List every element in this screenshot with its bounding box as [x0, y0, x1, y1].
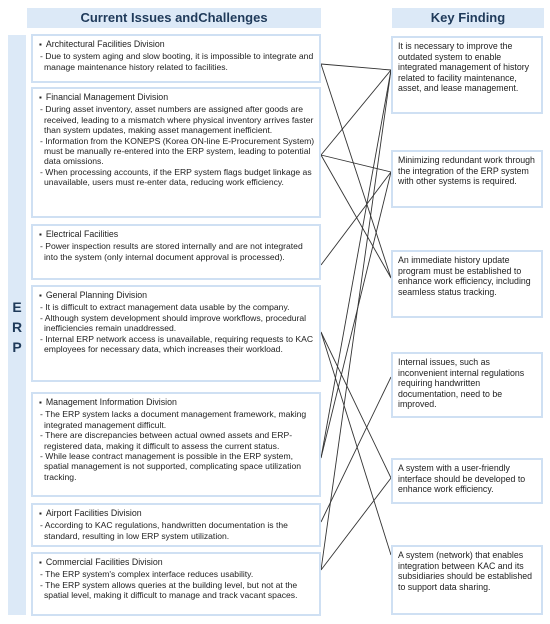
issue-box-architectural [31, 34, 321, 83]
connector-line [321, 64, 391, 278]
issue-item: - There are discrepancies between actual owned assets and ERP-registered data, making it difficult to assess the current status. [40, 430, 293, 451]
issue-box-management-information [31, 392, 321, 497]
issue-item: - While lease contract management is possible in the ERP system, spatial management is not supported, complicating space utilization tracking. [40, 451, 302, 482]
issue-item: - Due to system aging and slow booting, it is impossible to integrate and manage maintenance history related to facilities. [40, 51, 314, 72]
issue-item: - It is difficult to extract management data usable by the company. [40, 302, 290, 313]
connector-line [321, 70, 391, 458]
connector-line [321, 172, 391, 458]
issue-item: - Although system development should improve workflows, procedural inefficiencies remain unaddressed. [40, 312, 307, 334]
connector-line [321, 332, 391, 478]
finding-box-2: Minimizing redundant work through the integration of the ERP system with other systems is required. [391, 150, 543, 208]
issue-box-airport [31, 503, 321, 547]
findings-header: Key Finding [392, 8, 544, 28]
finding-box-5: A system with a user-friendly interface should be developed to enhance work efficiency. [391, 458, 543, 504]
issue-item: - The ERP system's complex interface reduces usability. [40, 569, 254, 580]
issue-item: - According to KAC regulations, handwritten documentation is the standard, resulting in low ERP system utilization. [40, 520, 288, 541]
issue-item: - Information from the KONEPS (Korea ON-line E-Procurement System) must be manually re-entered into the ERP system, leading to potential data omissions. [40, 135, 315, 167]
issue-item: - Power inspection results are stored internally and are not integrated into the system (only internal document approval is processed). [40, 241, 303, 262]
connector-line [321, 70, 391, 570]
issue-title: ▪ Management Information Division [39, 397, 315, 408]
issue-title: ▪ Architectural Facilities Division [39, 39, 315, 50]
issue-title: ▪ Commercial Facilities Division [39, 557, 315, 568]
issue-item: - During asset inventory, asset numbers are assigned after goods are received, leading to a mismatch where physical inventory arrives faster than system updates, making asset management inefficient. [40, 104, 314, 136]
issue-box-financial [31, 87, 321, 218]
issue-title: ▪ Airport Facilities Division [39, 508, 315, 519]
finding-box-1: It is necessary to improve the outdated system to enable integrated management of history related to facility maintenance, asset, and lease management. [391, 36, 543, 114]
issue-title: ▪ Financial Management Division [39, 92, 315, 103]
issue-box-general-planning [31, 285, 321, 382]
connector-line [321, 332, 391, 555]
finding-box-3: An immediate history update program must be established to enhance work efficiency, including seamless status tracking. [391, 250, 543, 318]
finding-box-4: Internal issues, such as inconvenient internal regulations requiring handwritten documentation, need to be improved. [391, 352, 543, 418]
erp-letter: P [12, 339, 22, 355]
issue-title: ▪ General Planning Division [39, 290, 315, 301]
issue-box-electrical [31, 224, 321, 280]
connector-line [321, 64, 391, 70]
finding-box-6: A system (network) that enables integration between KAC and its subsidiaries should be established to support data sharing. [391, 545, 543, 615]
connector-line [321, 155, 391, 172]
issues-header: Current Issues andChallenges [27, 8, 321, 28]
erp-letter: R [11, 319, 23, 335]
connector-line [321, 172, 391, 265]
erp-letter: E [12, 299, 22, 315]
issue-title: ▪ Electrical Facilities [39, 229, 315, 240]
issue-item: - The ERP system lacks a document management framework, making integrated management difficult. [40, 409, 307, 430]
issue-item: - The ERP system allows queries at the building level, but not at the spatial level, making it difficult to manage and track vacant spaces. [40, 579, 298, 601]
issue-item: - When processing accounts, if the ERP system flags budget linkage as unavailable, users must re-enter data, reducing work efficiency. [40, 166, 312, 188]
issue-box-commercial [31, 552, 321, 616]
issue-item: - Internal ERP network access is unavailable, requiring requests to KAC employees for necessary data, which increases their workload. [40, 333, 314, 355]
